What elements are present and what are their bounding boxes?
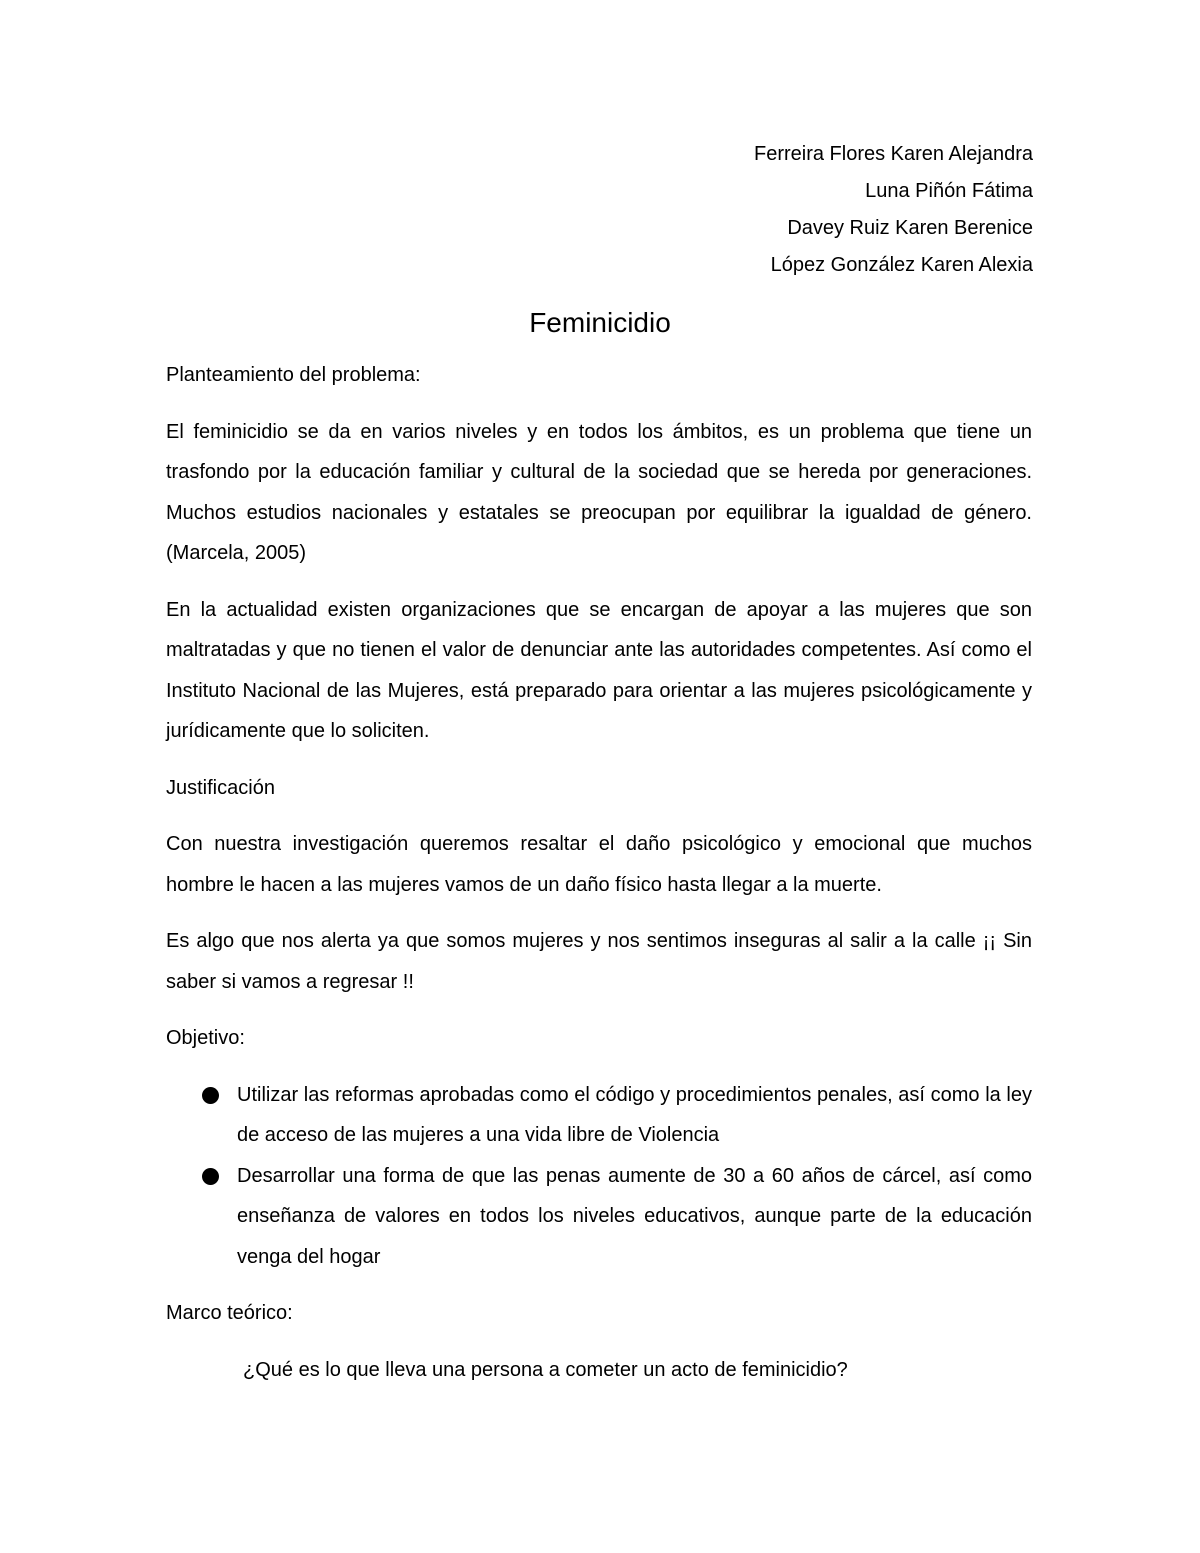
paragraph: Es algo que nos alerta ya que somos mujeres y nos sentimos inseguras al salir a la calle ¡¡ Sin saber si vamos a regresar !! bbox=[166, 930, 1032, 993]
list-item-text: Utilizar las reformas aprobadas como el código y procedimientos penales, así como la ley de acceso de las mujeres a una vida libre de Violencia bbox=[237, 1083, 1032, 1146]
section-heading-planteamiento: Planteamiento del problema: bbox=[166, 364, 421, 386]
paragraph: Con nuestra investigación queremos resaltar el daño psicológico y emocional que muchos hombre le hacen a las mujeres vamos de un daño físico hasta llegar a la muerte. bbox=[166, 833, 1032, 896]
document-body bbox=[166, 355, 1032, 1390]
list-item bbox=[166, 1075, 1032, 1156]
section-heading-objetivo: Objetivo: bbox=[166, 1027, 245, 1049]
objective-list bbox=[166, 1075, 1032, 1278]
author-name: Davey Ruiz Karen Berenice bbox=[787, 217, 1033, 239]
section-heading-marco: Marco teórico: bbox=[166, 1302, 293, 1324]
paragraph: El feminicidio se da en varios niveles y en todos los ámbitos, es un problema que tiene un trasfondo por la educación familiar y cultural de la sociedad que se hereda por generaciones. Muchos estudios nacionales y estatales se preocupan por equilibrar la igualdad de género. (Marcela, 2005) bbox=[166, 420, 1032, 564]
author-list bbox=[600, 136, 1033, 284]
bullet-icon bbox=[202, 1168, 219, 1185]
author-name: López González Karen Alexia bbox=[770, 254, 1033, 276]
bullet-icon bbox=[202, 1087, 219, 1104]
paragraph: En la actualidad existen organizaciones que se encargan de apoyar a las mujeres que son maltratadas y que no tienen el valor de denunciar ante las autoridades competentes. Así como el Instituto Nacional de las Mujeres, está preparado para orientar a las mujeres psicológicamente y jurídicamente que lo soliciten. bbox=[166, 598, 1032, 742]
author-name: Luna Piñón Fátima bbox=[865, 180, 1033, 202]
list-item bbox=[166, 1156, 1032, 1278]
list-item-text: Desarrollar una forma de que las penas aumente de 30 a 60 años de cárcel, así como enseñanza de valores en todos los niveles educativos, aunque parte de la educación venga del hogar bbox=[237, 1164, 1032, 1268]
document-title: Feminicidio bbox=[529, 307, 671, 338]
section-heading-justificacion: Justificación bbox=[166, 776, 275, 799]
research-question: ¿Qué es lo que lleva una persona a cometer un acto de feminicidio? bbox=[243, 1358, 848, 1381]
author-name: Ferreira Flores Karen Alejandra bbox=[753, 143, 1033, 165]
